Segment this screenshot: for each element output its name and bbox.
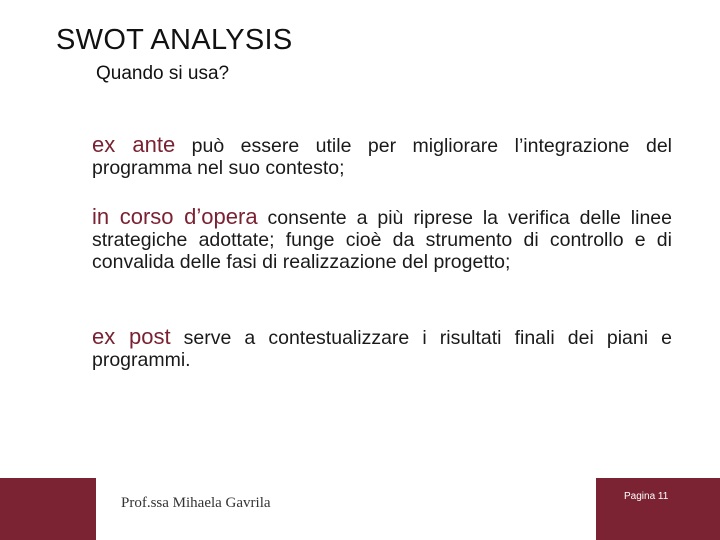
slide-title: SWOT ANALYSIS (56, 24, 293, 56)
page-number: Pagina 11 (624, 491, 669, 502)
term-ex-ante: ex ante (92, 132, 176, 157)
slide-subtitle: Quando si usa? (96, 63, 230, 84)
paragraph-text: consente a più riprese la verifica delle linee strategiche adottate; funge cioè da strumento di controllo e di convalida delle fasi di realizzazione del progetto; (92, 207, 672, 273)
paragraph-text: serve a contestualizzare i risultati finali dei piani e programmi. (92, 327, 672, 371)
paragraph-in-corso (92, 206, 672, 273)
footer-author: Prof.ssa Mihaela Gavrila (121, 495, 271, 511)
term-in-corso-opera: in corso d’opera (92, 204, 258, 229)
paragraph-ex-post (92, 326, 672, 371)
paragraph-ex-ante (92, 134, 672, 179)
paragraph-text: può essere utile per migliorare l’integrazione del programma nel suo contesto; (92, 135, 672, 179)
term-ex-post: ex post (92, 324, 171, 349)
